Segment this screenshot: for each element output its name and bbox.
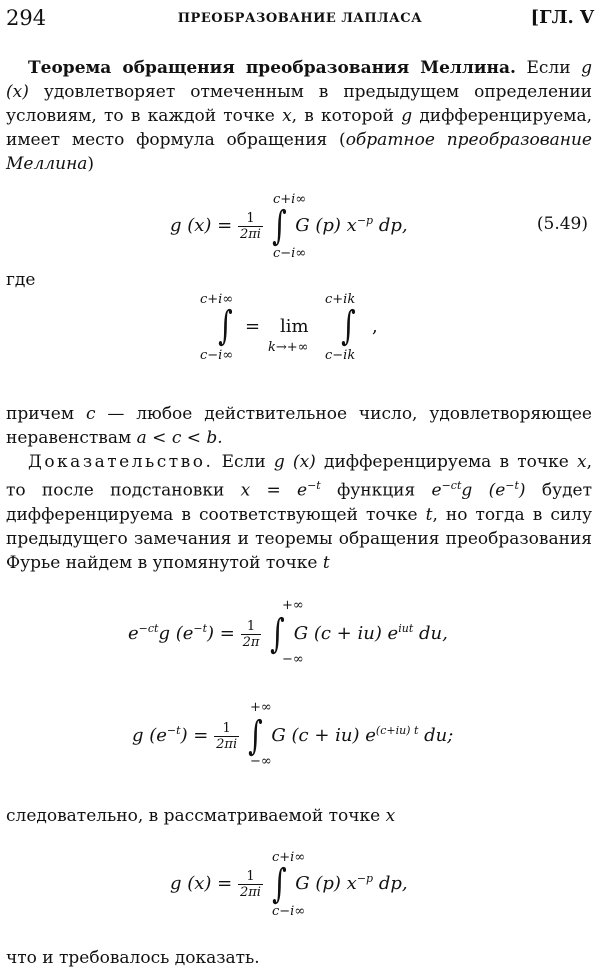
qed-line: что и требовалось доказать. [6, 948, 260, 968]
function-expression: e [431, 480, 442, 501]
integral-sign: ∫ [271, 861, 287, 907]
integral-upper-limit: +∞ [250, 700, 272, 715]
integral-upper-limit: c+ik [325, 292, 356, 307]
equation-lhs: ) = [207, 623, 235, 644]
differential: du; [424, 725, 454, 746]
integrand: G (c + iu) e [293, 623, 399, 644]
math-x: x [282, 106, 292, 126]
equation-lhs: g (x) = [170, 215, 233, 236]
function-expression: g (e [461, 480, 506, 501]
page-number: 294 [6, 6, 47, 30]
integral-sign: ∫ [270, 611, 285, 657]
comma: , [372, 316, 378, 337]
proof-text: функция [336, 480, 416, 501]
theorem-text: удовлетворяет отмеченным в предыдущем определении условиям, то в каждой точке [6, 82, 592, 126]
remark-text: — любое действительное число, удовлетворяющее неравенствам [6, 404, 592, 448]
integral-lower-limit: c−i∞ [273, 246, 307, 261]
lim-operator: lim [280, 316, 309, 337]
function-expression: ) [518, 480, 526, 501]
equation-g-inverse [0, 700, 600, 780]
integrand: G (c + iu) e [271, 725, 376, 746]
exponent: −t [505, 479, 519, 492]
math-t: t [425, 504, 433, 525]
integral-lower-limit: c−i∞ [200, 348, 234, 363]
lim-subscript: k→+∞ [268, 340, 309, 355]
exponent: −p [356, 214, 374, 227]
equation-lhs: ) = [180, 725, 209, 746]
exponent: −t [307, 479, 321, 492]
equation-lhs: g (x) = [170, 873, 233, 894]
math-c: c [85, 404, 96, 424]
integral-upper-limit: +∞ [282, 598, 304, 613]
proof-text: , то после подстановки [6, 452, 593, 501]
theorem-text: , в которой [291, 106, 394, 126]
fraction: $\frac{1}{2\pi i}$ [239, 210, 261, 242]
exponent: −ct [138, 622, 159, 635]
theorem-text: ) [87, 154, 95, 174]
differential: du, [418, 623, 448, 644]
equation-5-49 [0, 190, 600, 270]
equation-number: (5.49) [536, 214, 588, 234]
equation-lhs: g (e [158, 623, 194, 644]
exponent: −ct [441, 479, 462, 492]
equation-lhs: g (e [132, 725, 167, 746]
remark-paragraph [6, 402, 592, 450]
theorem-text: Если [526, 58, 571, 78]
remark-text: причем [6, 404, 75, 424]
chapter-reference: [ГЛ. V [530, 7, 594, 28]
proof-label: Доказательство. [28, 452, 214, 472]
exponent: −t [193, 622, 208, 635]
consequently-line [6, 804, 592, 828]
integrand: G (p) x [295, 215, 357, 236]
integral-sign: ∫ [218, 303, 233, 349]
math-t: t [322, 552, 330, 573]
math-gx: g (x) [273, 452, 316, 472]
theorem-text: дифференцируема, имеет место формула обращения ( [6, 106, 593, 150]
integral-lower-limit: −∞ [250, 754, 272, 769]
integral-upper-limit: c+i∞ [200, 292, 234, 307]
equation-lhs: e [128, 623, 139, 644]
proof-text: , но тогда в силу предыдущего замечания и теоремы обращения преобразования Фурье найдем в упомянутой точке [6, 504, 592, 573]
integral-sign: ∫ [341, 303, 356, 349]
proof-text: Если [221, 452, 266, 472]
exponent: (c+iu) t [375, 724, 419, 737]
integral-lower-limit: c−i∞ [272, 904, 306, 919]
where-word: где [6, 270, 36, 290]
theorem-italic-name: обратное преобразование Меллина [6, 130, 592, 174]
fraction: $\frac{1}{2\pi i}$ [216, 720, 238, 752]
integrand: G (p) x [295, 873, 357, 894]
integral-lower-limit: −∞ [282, 652, 304, 667]
differential: dp, [378, 873, 408, 894]
equals-sign: = [245, 316, 261, 337]
limit-definition [0, 292, 600, 372]
substitution: x = e [240, 480, 308, 501]
math-gx: g (x) [6, 58, 593, 102]
running-title: ПРЕОБРАЗОВАНИЕ ЛАПЛАСА [177, 11, 423, 26]
exponent: −p [356, 872, 374, 885]
proof-paragraph [6, 450, 592, 575]
proof-text: дифференцируема в точке [324, 452, 569, 472]
math-x: x [385, 806, 396, 826]
theorem-paragraph [6, 56, 592, 176]
integral-sign: ∫ [271, 203, 287, 249]
math-x: x [577, 452, 587, 472]
inequality: a < c < b. [136, 428, 223, 448]
running-head [6, 6, 594, 32]
proof-text: будет дифференцируема в соответствующей точке [6, 480, 592, 525]
integral-sign: ∫ [247, 713, 263, 759]
exponent: iut [398, 622, 414, 635]
math-g: g [401, 106, 413, 126]
fraction: $\frac{1}{2\pi i}$ [239, 868, 261, 900]
exponent: −t [166, 724, 181, 737]
differential: dp, [378, 215, 408, 236]
equation-final [0, 848, 600, 928]
fraction: $\frac{1}{2\pi}$ [242, 618, 260, 650]
equation-fourier-inverse [0, 598, 600, 678]
theorem-heading: Теорема обращения преобразования Меллина. [28, 58, 516, 78]
integral-upper-limit: c+i∞ [273, 192, 307, 207]
integral-lower-limit: c−ik [325, 348, 356, 363]
integral-upper-limit: c+i∞ [272, 850, 306, 865]
consequently-text: следовательно, в рассматриваемой точке [6, 806, 381, 826]
